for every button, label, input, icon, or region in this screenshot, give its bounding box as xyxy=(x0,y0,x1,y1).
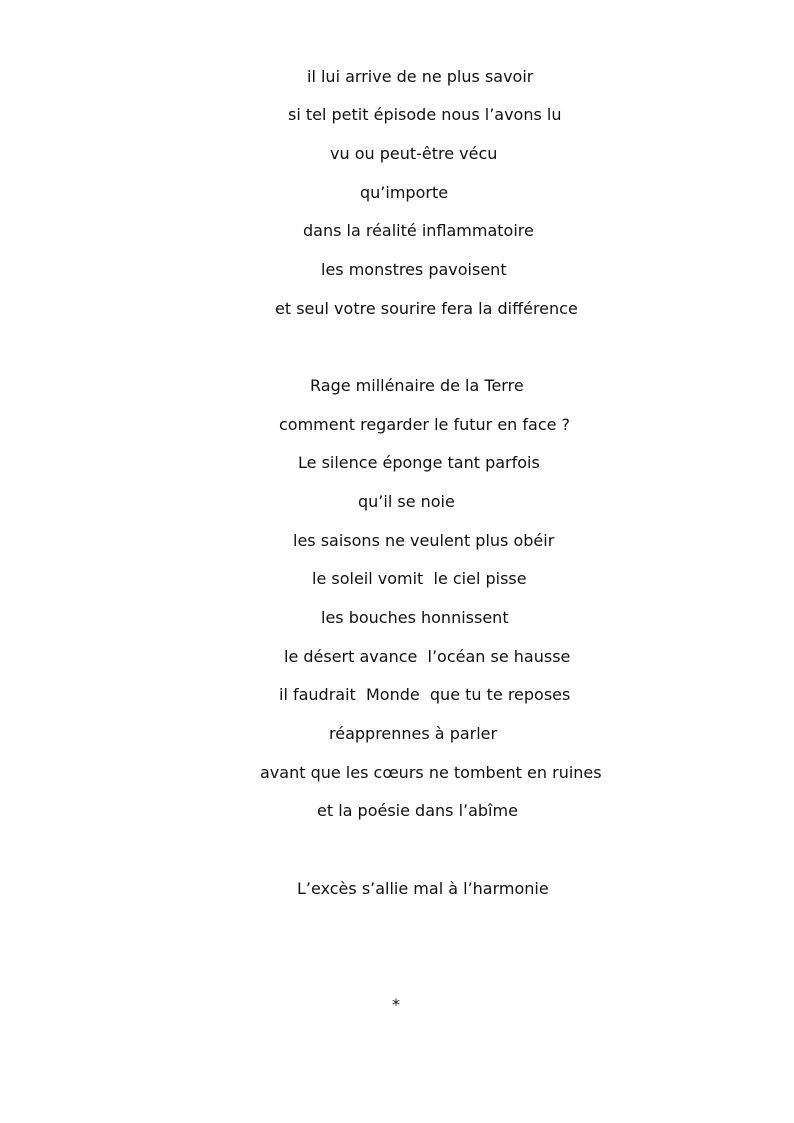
closing-line: L’excès s’allie mal à l’harmonie xyxy=(297,879,549,898)
poem-line: le soleil vomit le ciel pisse xyxy=(312,569,527,588)
poem-line: il faudrait Monde que tu te reposes xyxy=(279,685,571,704)
poem-line: et la poésie dans l’abîme xyxy=(317,801,518,820)
poem-line: avant que les cœurs ne tombent en ruines xyxy=(260,763,602,782)
poem-line: qu’il se noie xyxy=(358,492,455,511)
poem-line: les saisons ne veulent plus obéir xyxy=(293,531,555,550)
poem-line: si tel petit épisode nous l’avons lu xyxy=(288,105,562,124)
poem-line: et seul votre sourire fera la différence xyxy=(275,299,578,318)
poem-line: Le silence éponge tant parfois xyxy=(298,453,540,472)
poem-line: comment regarder le futur en face ? xyxy=(279,415,571,434)
poem-line: dans la réalité inflammatoire xyxy=(303,221,534,240)
poem-line: réapprennes à parler xyxy=(329,724,498,743)
poem-line: Rage millénaire de la Terre xyxy=(310,376,524,395)
separator-asterisk: * xyxy=(392,995,400,1014)
poem-line: les monstres pavoisent xyxy=(321,260,507,279)
poem-line: il lui arrive de ne plus savoir xyxy=(307,67,534,86)
poem-line: les bouches honnissent xyxy=(321,608,509,627)
poem-line: le désert avance l’océan se hausse xyxy=(284,647,571,666)
poem-line: qu’importe xyxy=(360,183,449,202)
poem-line: vu ou peut-être vécu xyxy=(330,144,498,163)
